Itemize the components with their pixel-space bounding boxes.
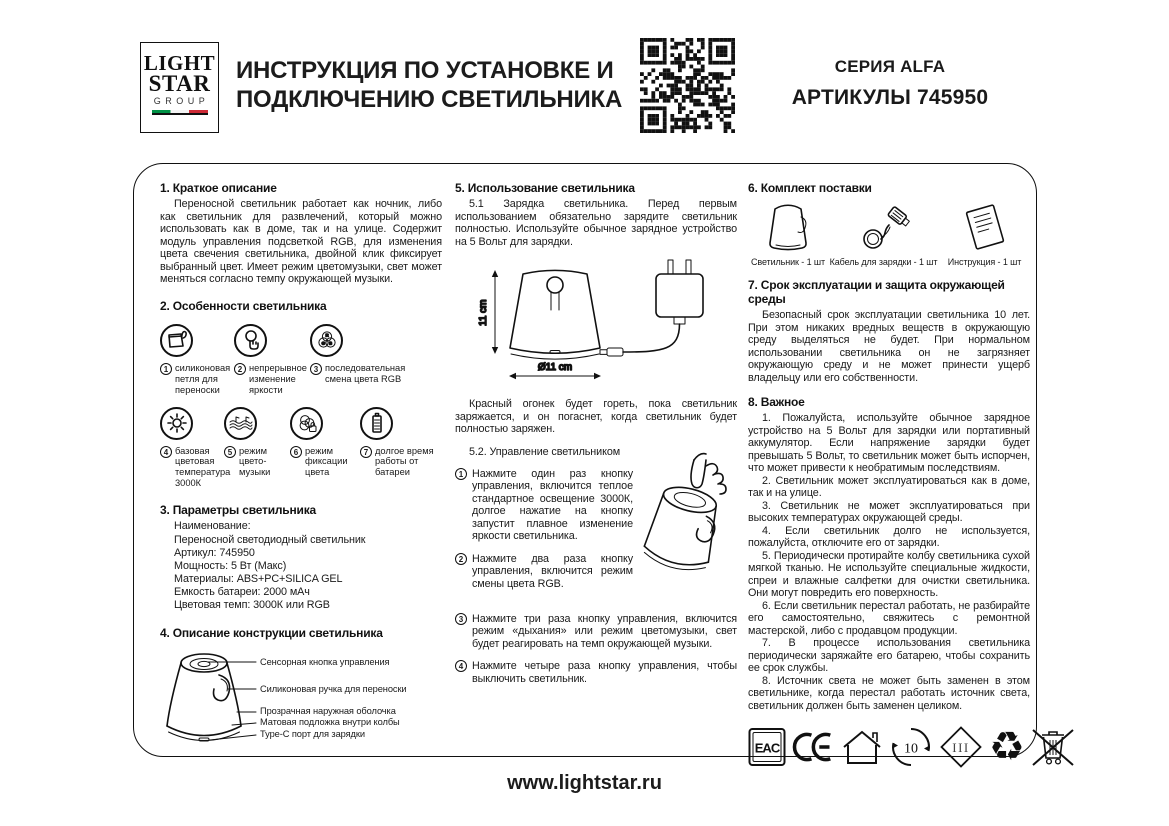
section-7-body: Безопасный срок эксплуатации светильника 10 лет. При этом никаких вредных веществ в окружающую среду выделяться не будет. При нормальном использовании светильника он не загрязняет окружающую среду и не может принести ущерб владельцу или его собственности. [748, 309, 1030, 384]
section-5-2-title: 5.2. Управление светильником [469, 445, 621, 458]
control-step [455, 613, 737, 651]
svg-text:EAC: EAC [754, 740, 780, 756]
class-three-icon [938, 724, 984, 770]
italian-flag-stripe [152, 110, 208, 115]
section-6-title: 6. Комплект поставки [748, 181, 872, 195]
feature-item [290, 407, 360, 490]
feature-label: силиконовая петля для переноски [175, 362, 231, 395]
svg-text:B: B [328, 340, 332, 346]
page-title: ИНСТРУКЦИЯ ПО УСТАНОВКЕ И ПОДКЛЮЧЕНИЮ СВЕТИЛЬНИКА [236, 57, 623, 114]
step-text: Нажмите три раза кнопку управления, включится режим «дыхания» или режим цветомузыки, свет будет реагировать на темп окружающей музыки. [472, 612, 737, 650]
control-step [455, 660, 737, 685]
svg-text:III: III [952, 740, 970, 756]
step-number: 1 [455, 468, 467, 480]
important-item: 4. Если светильник долго не используется, пожалуйста, отключите его от зарядки. [748, 524, 1030, 550]
article-number: АРТИКУЛЫ 745950 [791, 86, 989, 109]
construction-label: Силиконовая ручка для переноски [260, 683, 407, 694]
width-dimension: Ø11 cm [537, 362, 573, 374]
feature-item [160, 324, 234, 396]
control-step [455, 553, 633, 591]
control-step [455, 468, 633, 543]
logo-text: LIGHT [143, 51, 216, 75]
important-item: 3. Светильник не может эксплуатироваться при высоких температурах окружающей среды. [748, 499, 1030, 525]
lamp-construction-diagram [160, 648, 442, 756]
feature-item [360, 407, 442, 490]
package-item [939, 201, 1030, 267]
step-number: 3 [455, 613, 467, 625]
indoor-use-icon [840, 726, 884, 768]
section-5-title: 5. Использование светильника [455, 181, 635, 195]
construction-label: Type-C порт для зарядки [260, 728, 365, 739]
column-2 [455, 164, 737, 756]
feature-number: 2 [234, 363, 246, 375]
feature-number: 1 [160, 363, 172, 375]
column-1 [160, 164, 442, 756]
important-item: 6. Если светильник перестал работать, не разбирайте его самостоятельно, свяжитесь с ремонтной мастерской, либо с продавцом продукции. [748, 599, 1030, 637]
svg-text:10: 10 [904, 741, 918, 757]
param-line: Наименование: [174, 520, 251, 533]
control-section [455, 446, 737, 603]
color-temperature-icon [160, 407, 193, 440]
series-name: СЕРИЯ ALFA [834, 57, 946, 76]
charging-note: Красный огонек будет гореть, пока светильник заряжается, и он погаснет, когда светильник будет полностью заряжен. [455, 398, 737, 436]
eac-mark-icon [748, 726, 786, 768]
important-item: 7. В процессе использования светильника периодически заряжайте его батарею, чтобы сохранить ее срок службы. [748, 637, 1030, 675]
package-item [828, 201, 939, 267]
manual-icon [958, 201, 1012, 253]
feature-label: базовая цветовая температура 3000К [175, 445, 231, 489]
series-info [762, 57, 1018, 110]
section-1-body: Переносной светильник работает как ночник, либо как светильник для развлечений, который можно использовать как в доме, так и на улице. Содержит модуль управления подсветкой RGB, для изменения цвета свечения светильника, двойной клик фиксирует выбранный цвет. Имеет режим цветомузыки, свет может меняться согласно темпу окружающей музыки. [160, 198, 442, 286]
logo-text: GROUP [153, 96, 210, 107]
battery-icon [360, 407, 393, 440]
column-3 [748, 164, 1030, 771]
important-item: 5. Периодически протирайте колбу светильника сухой мягкой тканью. Не используйте специальные жидкости, спреи и влажные салфетки для очистки светильника. Они могут повредить его поверхность. [748, 549, 1030, 600]
step-text: Нажмите два раза кнопку управления, включится режим смены цвета RGB. [472, 552, 633, 590]
feature-label: непрерывное изменение яркости [249, 362, 307, 395]
feature-number: 6 [290, 446, 302, 458]
press-lamp-illustration [637, 448, 737, 603]
rgb-colors-icon [310, 324, 343, 357]
svg-text:R: R [325, 332, 328, 338]
package-item [748, 201, 828, 267]
feature-item [160, 407, 231, 490]
lamp-icon [763, 201, 813, 253]
charging-cable-icon [853, 201, 915, 253]
height-dimension: 11 cm [478, 299, 489, 327]
param-line: Артикул: 745950 [174, 546, 255, 559]
press-button-icon [234, 324, 267, 357]
qr-code [640, 38, 735, 133]
important-item: 1. Пожалуйста, используйте обычное зарядное устройство на 5 Вольт для зарядки или портативный аккумулятор. Если напряжение зарядки будет превышать 5 Вольт, то светильник может быть испорчен, что может привести к необратимым последствиям. [748, 412, 1030, 475]
website-url: www.lightstar.ru [507, 772, 662, 794]
color-lock-icon [290, 407, 323, 440]
feature-number: 4 [160, 446, 172, 458]
carry-loop-icon [160, 324, 193, 357]
param-line: Мощность: 5 Вт (Макс) [174, 559, 287, 572]
section-4-title: 4. Описание конструкции светильника [160, 625, 383, 640]
param-line: Цветовая темп: 3000К или RGB [174, 599, 330, 612]
feature-number: 5 [224, 446, 236, 458]
package-item-label: Светильник - 1 шт [750, 257, 826, 267]
param-line: Емкость батареи: 2000 мАч [174, 586, 310, 599]
package-contents [748, 201, 1030, 267]
feature-label: режим фиксации цвета [305, 445, 348, 478]
package-item-label: Кабель для зарядки - 1 шт [829, 257, 938, 267]
music-mode-icon [224, 407, 257, 440]
construction-label: Матовая подложка внутри колбы [260, 716, 400, 727]
recyclable-icon: ♻ [989, 724, 1025, 771]
step-number: 2 [455, 553, 467, 565]
ce-mark-icon [791, 727, 835, 767]
content-frame [133, 163, 1037, 771]
param-line: Переносной светодиодный светильник [174, 533, 366, 546]
section-8-title: 8. Важное [748, 395, 805, 410]
step-number: 4 [455, 660, 467, 672]
feature-item [234, 324, 310, 396]
ten-year-lifetime-icon [889, 725, 933, 769]
section-7-title: 7. Срок эксплуатации и защита окружающей среды [748, 278, 1005, 306]
feature-number: 7 [360, 446, 372, 458]
package-item-label: Инструкция - 1 шт [947, 257, 1022, 267]
feature-number: 3 [310, 363, 322, 375]
feature-item [224, 407, 290, 490]
important-item: 2. Светильник может эксплуатироваться как в доме, так и на улице. [748, 474, 1030, 500]
construction-label: Сенсорная кнопка управления [260, 656, 390, 667]
certification-marks [748, 724, 1030, 770]
step-text: Нажмите четыре раза кнопку управления, чтобы выключить светильник. [472, 660, 737, 685]
section-3-title: 3. Параметры светильника [160, 503, 316, 518]
important-item: 8. Источник света не может быть заменен в этом светильнике, когда перестал работать источник света, светильник должен быть заменен целиком. [748, 674, 1030, 712]
feature-item [310, 324, 434, 396]
lightstar-logo [140, 42, 219, 133]
no-trash-weee-icon [1030, 725, 1076, 769]
feature-label: режим цветомузыки [239, 445, 271, 478]
charging-diagram [455, 258, 737, 392]
lamp-parameters [160, 520, 442, 612]
feature-label: последовательная смена цвета RGB [325, 362, 406, 384]
svg-text:G: G [321, 340, 325, 346]
section-2-title: 2. Особенности светильника [160, 298, 327, 313]
param-line: Материалы: ABS+PC+SILICA GEL [174, 573, 343, 586]
feature-label: долгое время работы от батареи [375, 445, 434, 478]
logo-text: STAR [148, 71, 211, 97]
step-text: Нажмите один раз кнопку управления, включится теплое стандартное освещение 3000К, долгое нажатие на кнопку запустит плавное изменение яркости светильника. [472, 467, 633, 543]
features-row-1 [160, 324, 442, 396]
section-1-title: 1. Краткое описание [160, 181, 277, 195]
features-row-2 [160, 407, 442, 490]
construction-label: Прозрачная наружная оболочка [260, 705, 396, 716]
charging-paragraph: 5.1 Зарядка светильника. Перед первым использованием обязательно зарядите светильник полностью. Используйте обычное зарядное устройство на 5 Вольт для зарядки. [455, 198, 737, 248]
